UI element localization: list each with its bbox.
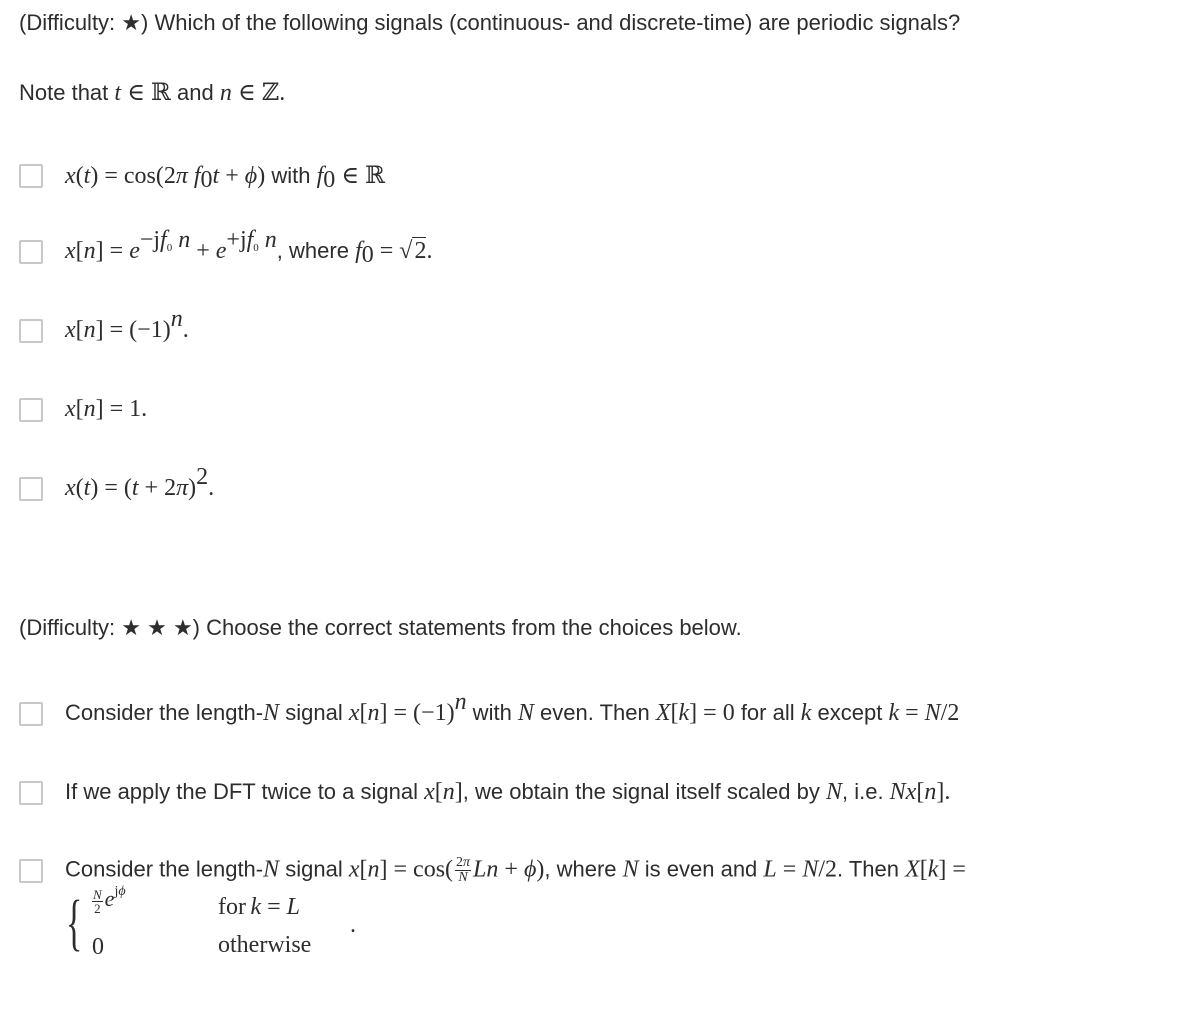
q2-option-2-checkbox[interactable] [19, 781, 43, 805]
question-1-header: (Difficulty: ★) Which of the following signals (continuous- and discrete-time) are periodic signals? [19, 10, 961, 35]
q2-option-2-text: If we apply the DFT twice to a signal x[n], we obtain the signal itself scaled by N, i.e. Nx[n]. [65, 779, 951, 805]
q1-option-3-text: $x[n] = (-1)^n$. [65, 306, 189, 343]
q1-option-1-checkbox[interactable] [19, 164, 43, 188]
q1-option-4[interactable] [19, 396, 147, 423]
q1-option-2-checkbox[interactable] [19, 240, 43, 264]
cases-brace: { [66, 889, 83, 957]
q2-option-3[interactable] [19, 856, 966, 885]
q1-option-2-text: $x[n] = e^{-jf_0 n} + e^{+jf_0 n}$, where $f_0 = √2$. [65, 227, 433, 268]
case-2-value: 0 [92, 934, 104, 960]
q2-option-2[interactable] [19, 779, 950, 806]
note-line: Note that t ∈ ℝ and n ∈ ℤ. [19, 80, 286, 106]
q2-option-1-checkbox[interactable] [19, 702, 43, 726]
case-1-condition: for k = L [218, 894, 300, 920]
q1-option-1[interactable] [19, 161, 386, 193]
q1-option-2[interactable] [19, 227, 433, 268]
q2-option-1[interactable] [19, 689, 960, 727]
q2-option-3-checkbox[interactable] [19, 859, 43, 883]
q1-option-5-text: $x(t) = (t + 2\pi)^2$. [65, 464, 215, 501]
q1-option-5[interactable] [19, 464, 215, 502]
q1-option-4-checkbox[interactable] [19, 398, 43, 422]
case-1-value: $\frac{N}{2}$ $e^{j\phi}$ [93, 884, 126, 917]
q2-option-3-text: Consider the length-N signal x[n] = cos( $\frac{2\pi}{N}$ Ln + ϕ), where N is even and L = N/2. Then X[k] = [65, 855, 966, 885]
q1-option-4-text: x[n] = 1. [65, 396, 148, 422]
cases-period: . [350, 912, 356, 938]
case-2-condition: otherwise [218, 932, 312, 958]
q1-option-3[interactable] [19, 306, 189, 344]
q1-option-3-checkbox[interactable] [19, 319, 43, 343]
q1-option-5-checkbox[interactable] [19, 477, 43, 501]
question-2-header: (Difficulty: ★ ★ ★) Choose the correct statements from the choices below. [19, 615, 742, 640]
q1-option-1-text: x(t) = cos(2π $f_0t + \phi$) with $f_0$ ∈ ℝ [65, 163, 386, 193]
q2-option-1-text: Consider the length-N signal $x[n] = (-1)^n$ with N even. Then X[k] = 0 for all k except k = N/2 [65, 689, 960, 726]
q2-option-3-cases [66, 884, 466, 968]
